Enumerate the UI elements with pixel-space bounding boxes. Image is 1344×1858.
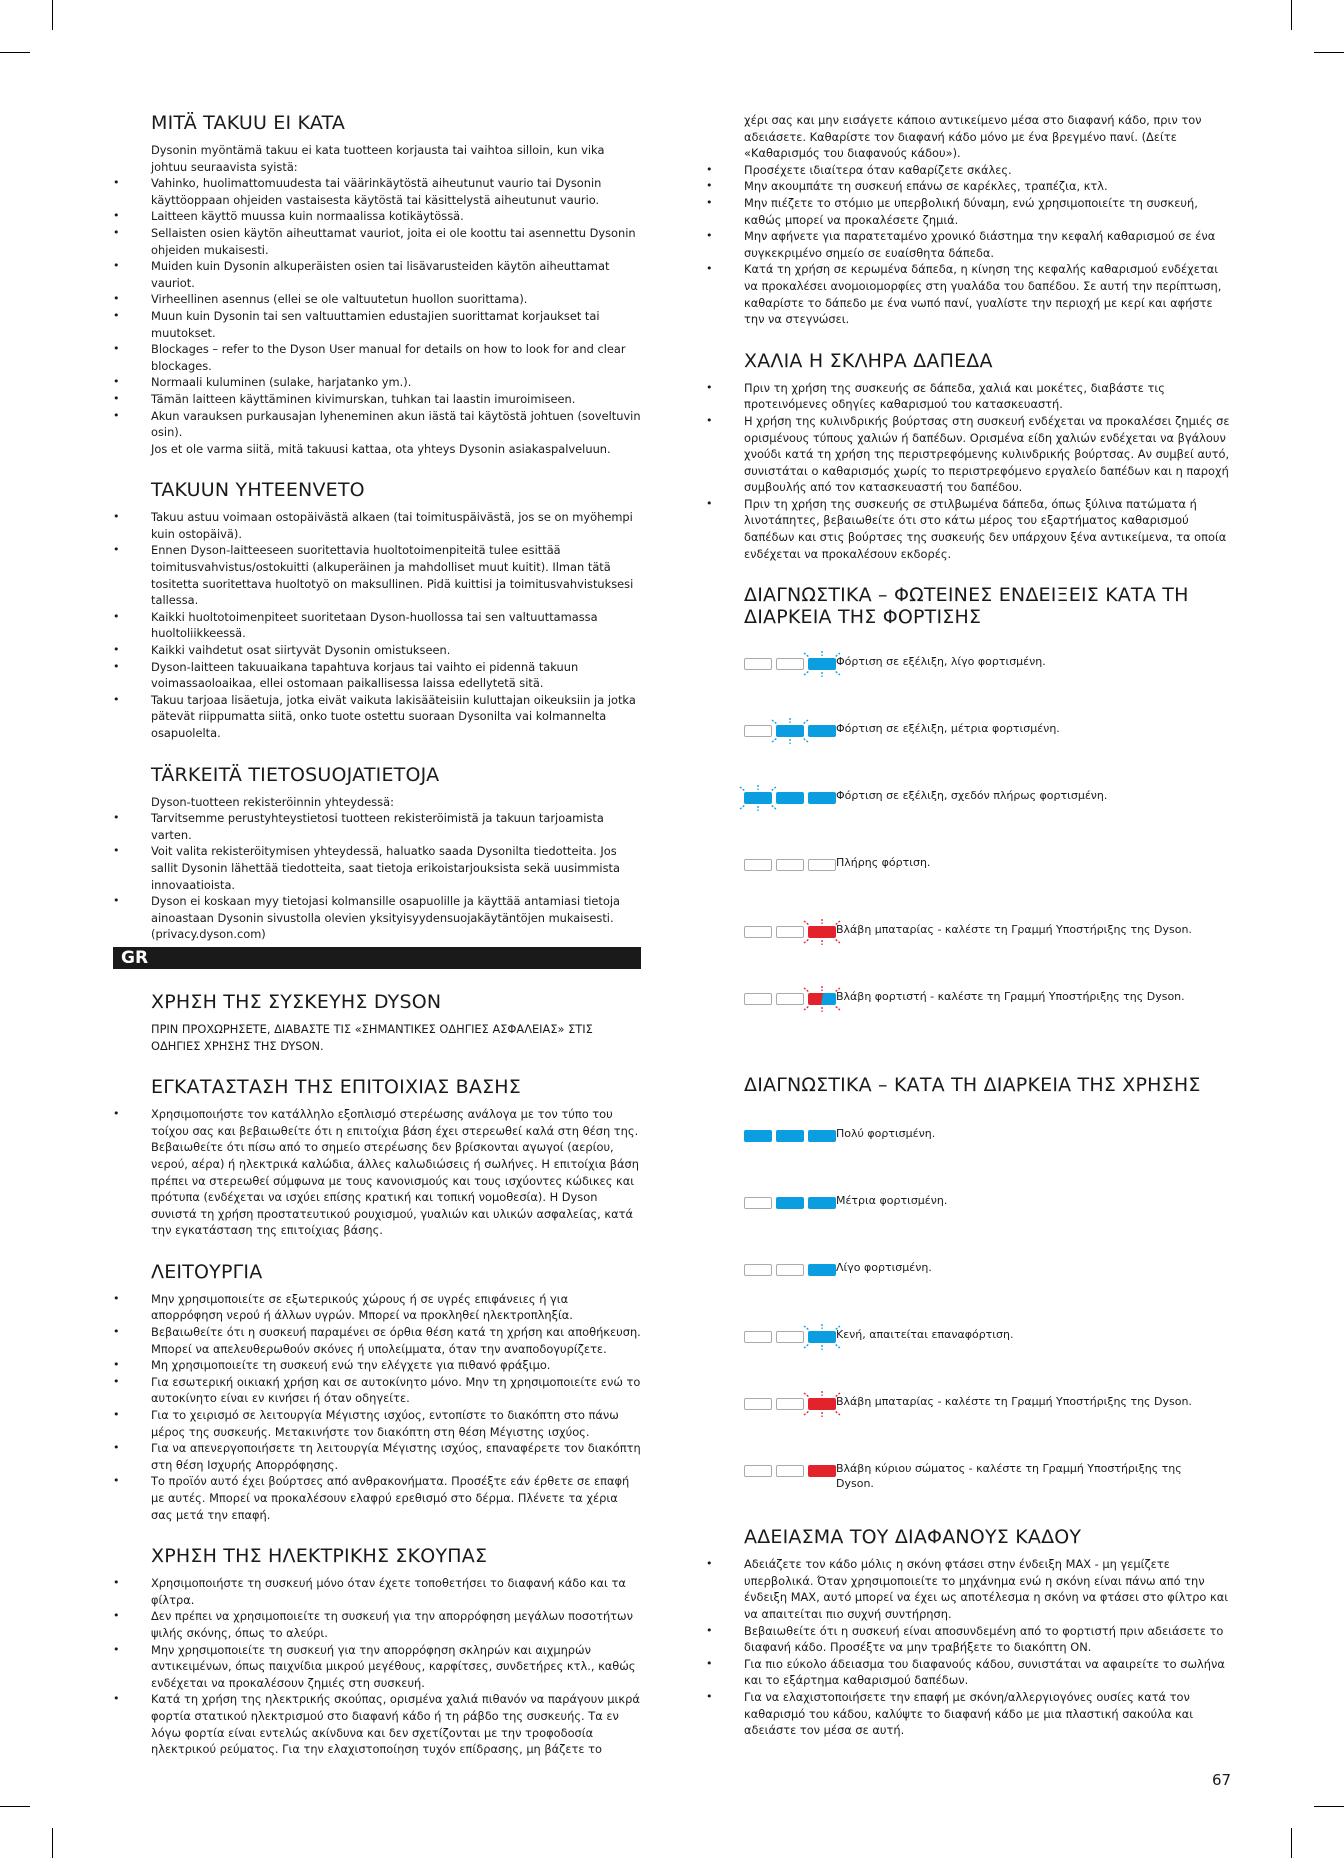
led-segment-flashing xyxy=(776,725,804,737)
crop-mark xyxy=(1314,1806,1344,1807)
led-segment-on xyxy=(808,725,836,737)
operation-title: ΛΕΙΤΟΥΡΓΙΑ xyxy=(151,1260,263,1283)
list-item: • Takuu tarjoaa lisäetuja, jotka eivät vaikuta lakisääteisiin kuluttajan oikeuksiin ja jotka pätevät riippumatta siitä, onko tuote ostettu suoraan Dysonilta vai kolmannelta osapuolelta. xyxy=(113,692,641,742)
list-item: • Το προϊόν αυτό έχει βούρτσες από ανθρακονήματα. Προσέξτε εάν έρθετε σε επαφή με αυτές. Μπορεί να προκαλέσουν ελαφρύ ερεθισμό στο δέρμα. Πλένετε τα χέρια σας μετά την επαφή. xyxy=(113,1473,641,1523)
list-item: • Για πιο εύκολο άδειασμα του διαφανούς κάδου, συνιστάται να αφαιρείτε το σωλήνα και το εξάρτημα καθαρισμού δαπέδων. xyxy=(706,1656,1234,1689)
floors-title: ΧΑΛΙΑ Η ΣΚΛΗΡΑ ΔΑΠΕΔΑ xyxy=(744,349,993,372)
diag-row xyxy=(706,843,1234,910)
list-item: • Δεν πρέπει να χρησιμοποιείτε τη συσκευή για την απορρόφηση μεγάλων ποσοτήτων ψιλής σκόνης, όπως το αλεύρι. xyxy=(113,1608,641,1641)
diag-text: Φόρτιση σε εξέλιξη, μέτρια φορτισμένη. xyxy=(836,722,1060,736)
led-segment-off xyxy=(776,993,804,1005)
led-segment-off xyxy=(776,1331,804,1343)
vacuum-use-continued: χέρι σας και μην εισάγετε κάποιο αντικείμενο μέσα στο διαφανή κάδο, πριν τον αδειάσετε. Καθαρίστε τον διαφανή κάδο μόνο με ένα βρεγμένο πανί. (Δείτε «Καθαρισμός του διαφανούς κάδου»). xyxy=(744,113,1202,161)
warranty-summary-title: TAKUUN YHTEENVETO xyxy=(151,479,365,502)
crop-mark xyxy=(1314,52,1344,53)
warranty-exclusions-outro: Jos et ole varma siitä, mitä takuusi kattaa, ota yhteys Dysonin asiakaspalveluun. xyxy=(151,441,611,456)
diag-row xyxy=(706,1248,1234,1315)
diag-text: Βλάβη μπαταρίας - καλέστε τη Γραμμή Υποστήριξης της Dyson. xyxy=(836,1395,1192,1409)
list-item: • Muiden kuin Dysonin alkuperäisten osien tai lisävarusteiden käytön aiheuttamat vauriot. xyxy=(113,258,641,291)
led-segment-off xyxy=(744,725,772,737)
list-item: • Voit valita rekisteröitymisen yhteydessä, haluatko saada Dysonilta tiedotteita. Jos sallit Dysonin lähettää tiedotteita, saat tietoja erikoistarjouksista sekä uusimmista innovaatioista. xyxy=(113,843,641,893)
list-item: • Πριν τη χρήση της συσκευής σε στιλβωμένα δάπεδα, όπως ξύλινα πατώματα ή λινοτάπητες, βεβαιωθείτε ότι στο κάτω μέρος του εξαρτήματος καθαρισμού δαπέδων και στις βούρτσες της συσκευής δεν υπάρχουν ξένα αντικείμενα, τα οποία ενδέχεται να προκαλέσουν εκδορές. xyxy=(706,496,1234,562)
list-item: • Πριν τη χρήση της συσκευής σε δάπεδα, χαλιά και μοκέτες, διαβάστε τις προτεινόμενες οδηγίες καθαρισμού του κατασκευαστή. xyxy=(706,380,1234,413)
list-item: • Blockages – refer to the Dyson User manual for details on how to look for and clear blockages. xyxy=(113,341,641,374)
diag-row xyxy=(706,1114,1234,1181)
list-item: • Μη χρησιμοποιείτε τη συσκευή ενώ την ελέγχετε για πιθανό φράξιμο. xyxy=(113,1357,641,1374)
led-segment-off xyxy=(776,1398,804,1410)
floors-list xyxy=(706,380,1234,563)
list-item: • Vahinko, huolimattomuudesta tai väärinkäytöstä aiheutunut vaurio tai Dysonin käyttöoppaan ohjeiden vastaisesta käytöstä tai käsittelystä aiheutunut vaurio. xyxy=(113,175,641,208)
led-segment-off xyxy=(744,658,772,670)
list-item: • Akun varauksen purkausajan lyheneminen akun iästä tai käytöstä johtuen (soveltuvin osin). xyxy=(113,408,641,441)
list-item: • Αδειάζετε τον κάδο μόλις η σκόνη φτάσει στην ένδειξη MAX - μη γεμίζετε υπερβολικά. Όταν χρησιμοποιείτε το μηχάνημα ενώ η σκόνη είναι πάνω από την ένδειξη MAX, αυτό μπορεί να έχει ως αποτέλεσμα η σκόνη να φτάσει στο φίλτρο και να απαιτείται πιο συχνή συντήρηση. xyxy=(706,1556,1234,1622)
diag-row xyxy=(706,709,1234,776)
diag-text: Βλάβη κύριου σώματος - καλέστε τη Γραμμή Υποστήριξης της Dyson. xyxy=(836,1462,1182,1491)
list-item: • Laitteen käyttö muussa kuin normaalissa kotikäytössä. xyxy=(113,208,641,225)
led-segment-off xyxy=(744,1398,772,1410)
list-item: • Dyson-laitteen takuuaikana tapahtuva korjaus tai vaihto ei pidennä takuun voimassaoloaikaa, ellei ostomaan paikallisessa laissa edellytetä sitä. xyxy=(113,659,641,692)
led-segment-off xyxy=(808,859,836,871)
led-segment-off xyxy=(744,1264,772,1276)
led-segment-on xyxy=(776,1130,804,1142)
diag-charging-title: ΔΙΑΓΝΩΣΤΙΚΑ – ΦΩΤΕΙΝΕΣ ΕΝΔΕΙΞΕΙΣ ΚΑΤΑ ΤΗ ΔΙΑΡΚΕΙΑ ΤΗΣ ΦΟΡΤΙΣΗΣ xyxy=(744,584,1189,629)
crop-mark xyxy=(52,0,53,30)
list-item: • Tarvitsemme perustyhteystietosi tuotteen rekisteröimistä ja takuun tarjoamista varten. xyxy=(113,810,641,843)
led-segment-off xyxy=(744,859,772,871)
vacuum-use-title: ΧΡΗΣΗ ΤΗΣ ΗΛΕΚΤΡΙΚΗΣ ΣΚΟΥΠΑΣ xyxy=(151,1545,488,1568)
led-segment-off xyxy=(776,658,804,670)
privacy-list xyxy=(113,810,641,943)
list-item: • Κατά τη χρήση σε κερωμένα δάπεδα, η κίνηση της κεφαλής καθαρισμού ενδέχεται να προκαλέσει ανομοιομορφίες στη γυαλάδα του δαπέδου. Σε αυτή την περίπτωση, καθαρίστε το δάπεδο με ένα νωπό πανί, γυαλίστε την περιοχή με κερί και αφήστε την να στεγνώσει. xyxy=(706,261,1234,327)
using-text: ΠΡΙΝ ΠΡΟΧΩΡΗΣΕΤΕ, ΔΙΑΒΑΣΤΕ ΤΙΣ «ΣΗΜΑΝΤΙΚΕΣ ΟΔΗΓΙΕΣ ΑΣΦΑΛΕΙΑΣ» ΣΤΙΣ ΟΔΗΓΙΕΣ ΧΡΗΣΗΣ ΤΗΣ DYSON. xyxy=(151,1021,593,1053)
led-segment-on xyxy=(808,1197,836,1209)
led-segment-on xyxy=(808,792,836,804)
led-segment-off xyxy=(744,993,772,1005)
list-item: • Virheellinen asennus (ellei se ole valtuutetun huollon suorittama). xyxy=(113,291,641,308)
diag-use-title: ΔΙΑΓΝΩΣΤΙΚΑ – ΚΑΤΑ ΤΗ ΔΙΑΡΚΕΙΑ ΤΗΣ ΧΡΗΣΗΣ xyxy=(744,1074,1201,1097)
list-item: • Χρησιμοποιήστε τον κατάλληλο εξοπλισμό στερέωσης ανάλογα με τον τύπο του τοίχου σας και βεβαιωθείτε ότι η επιτοίχια βάση έχει στερεωθεί καλά στη θέση της. Βεβαιωθείτε ότι πίσω από το σημείο στερέωσης δεν βρίσκονται αγωγοί (αερίου, νερού, αέρα) ή ηλεκτρικά καλώδια, άλλες καλωδιώσεις ή σωλήνες. Η επιτοίχια βάση πρέπει να στερεωθεί σύμφωνα με τους κανονισμούς και τους ισχύοντες κώδικες και πρότυπα (ενδέχεται να ισχύει επίσης κρατική και τοπική νομοθεσία). Η Dyson συνιστά τη χρήση προστατευτικού ρουχισμού, γυαλιών και υλικών ασφαλείας, κατά την εγκατάσταση της επιτοίχιας βάσης. xyxy=(113,1106,641,1239)
page-number: 67 xyxy=(1212,1771,1232,1789)
led-segment-fault xyxy=(808,1465,836,1477)
led-segment-off xyxy=(744,1465,772,1477)
diag-text: Φόρτιση σε εξέλιξη, λίγο φορτισμένη. xyxy=(836,655,1046,669)
list-item: • Μην αφήνετε για παρατεταμένο χρονικό διάστημα την κεφαλή καθαρισμού σε ένα συγκεκριμένο σημείο σε ευαίσθητα δάπεδα. xyxy=(706,228,1234,261)
diag-row xyxy=(706,910,1234,977)
language-section-bar xyxy=(113,947,641,969)
led-segment-off xyxy=(776,1465,804,1477)
diag-row xyxy=(706,776,1234,843)
led-segment-off xyxy=(776,1264,804,1276)
vacuum-use-list xyxy=(113,1575,641,1758)
list-item: • Για το χειρισμό σε λειτουργία Μέγιστης ισχύος, εντοπίστε το διακόπτη στο πάνω μέρος της συσκευής. Μετακινήστε τον διακόπτη στη θέση Μέγιστης ισχύος. xyxy=(113,1407,641,1440)
list-item: • Tämän laitteen käyttäminen kivimurskan, tuhkan tai laastin imuroimiseen. xyxy=(113,391,641,408)
diag-row xyxy=(706,1315,1234,1382)
list-item: • Kaikki huoltotoimenpiteet suoritetaan Dyson-huollossa tai sen valtuuttamassa huoltoliikkeessä. xyxy=(113,609,641,642)
warranty-summary-list xyxy=(113,509,641,741)
diag-text: Λίγο φορτισμένη. xyxy=(836,1261,932,1275)
language-code: GR xyxy=(121,947,149,968)
led-segment-off xyxy=(744,1197,772,1209)
warranty-exclusions-title: MITÄ TAKUU EI KATA xyxy=(151,112,346,134)
led-segment-off xyxy=(776,926,804,938)
led-segment-fault xyxy=(808,993,836,1005)
list-item: • Για εσωτερική οικιακή χρήση και σε αυτοκίνητο μόνο. Μην τη χρησιμοποιείτε ενώ το αυτοκίνητο είναι εν κινήσει ή όταν οδηγείτε. xyxy=(113,1374,641,1407)
led-segment-fault xyxy=(808,1398,836,1410)
led-segment-off xyxy=(744,1331,772,1343)
diag-text: Βλάβη μπαταρίας - καλέστε τη Γραμμή Υποστήριξης της Dyson. xyxy=(836,923,1192,937)
diag-text: Μέτρια φορτισμένη. xyxy=(836,1194,948,1208)
list-item: • Κατά τη χρήση της ηλεκτρικής σκούπας, ορισμένα χαλιά πιθανόν να παράγουν μικρά φορτία στατικού ηλεκτρισμού στο διαφανή κάδο ή τη ράβδο της συσκευής. Τα εν λόγω φορτία είναι εντελώς ακίνδυνα και δεν σχετίζονται με την τροφοδοσία ηλεκτρικού ρεύματος. Για την ελαχιστοποίηση τυχόν επίδρασης, μη βάζετε το xyxy=(113,1691,641,1757)
emptying-list xyxy=(706,1556,1234,1739)
list-item: • Μην πιέζετε το στόμιο με υπερβολική δύναμη, ενώ χρησιμοποιείτε τη συσκευή, καθώς μπορεί να προκαλέσετε ζημιά. xyxy=(706,195,1234,228)
led-segment-on xyxy=(808,1264,836,1276)
warranty-exclusions-list xyxy=(113,175,641,441)
list-item: • Μην χρησιμοποιείτε σε εξωτερικούς χώρους ή σε υγρές επιφάνειες ή για απορρόφηση νερού ή άλλων υγρών. Μπορεί να προκληθεί ηλεκτροπληξία. xyxy=(113,1291,641,1324)
list-item: • Ennen Dyson-laitteeseen suoritettavia huoltotoimenpiteitä tulee esittää toimitusvahvistus/ostokuitti (alkuperäinen ja mahdolliset muut kuitit). Ilman tätä tositetta suoritettava huoltotyö on maksullinen. Pidä kuittisi ja toimitusvahvistuksesi tallessa. xyxy=(113,542,641,608)
diag-text: Φόρτιση σε εξέλιξη, σχεδόν πλήρως φορτισμένη. xyxy=(836,789,1108,803)
led-segment-off xyxy=(776,859,804,871)
right-column xyxy=(706,112,1234,1739)
dock-title: ΕΓΚΑΤΑΣΤΑΣΗ ΤΗΣ ΕΠΙΤΟΙΧΙΑΣ ΒΑΣΗΣ xyxy=(151,1076,521,1099)
list-item: • Χρησιμοποιήστε τη συσκευή μόνο όταν έχετε τοποθετήσει το διαφανή κάδο και τα φίλτρα. xyxy=(113,1575,641,1608)
diag-row xyxy=(706,1449,1234,1516)
list-item: • Η χρήση της κυλινδρικής βούρτσας στη συσκευή ενδέχεται να προκαλέσει ζημιές σε ορισμένους τύπους χαλιών ή δαπέδων. Ορισμένα είδη χαλιών ενδέχεται να βγάλουν χνούδι κατά τη χρήση της περιστρεφόμενης κυλινδρικής βούρτσας. Αν συμβεί αυτό, συνιστάται ο καθαρισμός χωρίς το περιστρεφόμενο εργαλείο δαπέδων και η παροχή συμβουλής από τον κατασκευαστή του δαπέδου. xyxy=(706,413,1234,496)
crop-mark xyxy=(0,1806,30,1807)
operation-list xyxy=(113,1291,641,1523)
list-item: • Για να απενεργοποιήσετε τη λειτουργία Μέγιστης ισχύος, επαναφέρετε τον διακόπτη στη θέση Ισχυρής Απορρόφησης. xyxy=(113,1440,641,1473)
list-item: • Muun kuin Dysonin tai sen valtuuttamien edustajien suorittamat korjaukset tai muutokset. xyxy=(113,308,641,341)
diag-row xyxy=(706,1181,1234,1248)
dock-list xyxy=(113,1106,641,1239)
vacuum-use-list-continued xyxy=(706,162,1234,328)
privacy-title: TÄRKEITÄ TIETOSUOJATIETOJA xyxy=(151,763,440,786)
list-item: • Takuu astuu voimaan ostopäivästä alkaen (tai toimituspäivästä, jos se on myöhempi kuin ostopäivä). xyxy=(113,509,641,542)
crop-mark xyxy=(1291,1828,1292,1858)
diag-text: Βλάβη φορτιστή - καλέστε τη Γραμμή Υποστήριξης της Dyson. xyxy=(836,990,1185,1004)
led-segment-fault xyxy=(808,926,836,938)
diag-use-table xyxy=(706,1114,1234,1516)
crop-mark xyxy=(0,52,30,53)
emptying-title: ΑΔΕΙΑΣΜΑ ΤΟΥ ΔΙΑΦΑΝΟΥΣ ΚΑΔΟΥ xyxy=(744,1526,1082,1549)
warranty-exclusions-intro: Dysonin myöntämä takuu ei kata tuotteen korjausta tai vaihtoa silloin, kun vika johtuu seuraavista syistä: xyxy=(151,143,605,174)
led-segment-on xyxy=(776,1197,804,1209)
led-segment-on xyxy=(776,792,804,804)
led-segment-off xyxy=(744,926,772,938)
diag-text: Πλήρης φόρτιση. xyxy=(836,856,931,870)
list-item: • Προσέχετε ιδιαίτερα όταν καθαρίζετε σκάλες. xyxy=(706,162,1234,179)
diag-row xyxy=(706,642,1234,709)
led-segment-on xyxy=(744,1130,772,1142)
left-column xyxy=(113,112,641,1758)
crop-mark xyxy=(1291,0,1292,30)
diag-text: Κενή, απαιτείται επαναφόρτιση. xyxy=(836,1328,1014,1342)
flashing-icon xyxy=(769,718,811,744)
list-item: • Sellaisten osien käytön aiheuttamat vauriot, joita ei ole koottu tai asennettu Dysonin ohjeiden mukaisesti. xyxy=(113,225,641,258)
list-item: • Βεβαιωθείτε ότι η συσκευή παραμένει σε όρθια θέση κατά τη χρήση και αποθήκευση. Μπορεί να απελευθερωθούν σκόνες ή υπολείμματα, όταν την αναποδογυρίζετε. xyxy=(113,1324,641,1357)
list-item: • Βεβαιωθείτε ότι η συσκευή είναι αποσυνδεμένη από το φορτιστή πριν αδειάσετε το διαφανή κάδο. Προσέξτε να μην τραβήξετε το διακόπτη ON. xyxy=(706,1623,1234,1656)
led-segment-flashing xyxy=(808,1331,836,1343)
diag-text: Πολύ φορτισμένη. xyxy=(836,1127,936,1141)
flashing-icon xyxy=(737,785,779,811)
diag-row xyxy=(706,1382,1234,1449)
diag-charging-table xyxy=(706,642,1234,1044)
list-item: • Μην χρησιμοποιείτε τη συσκευή για την απορρόφηση σκληρών και αιχμηρών αντικειμένων, όπως παιχνίδια μικρού μεγέθους, καρφίτσες, συνδετήρες κτλ., καθώς ενδέχεται να προκαλέσουν ζημιές στη συσκευή. xyxy=(113,1642,641,1692)
diag-row xyxy=(706,977,1234,1044)
led-segment-flashing xyxy=(808,658,836,670)
privacy-intro: Dyson-tuotteen rekisteröinnin yhteydessä: xyxy=(151,794,394,809)
list-item: • Μην ακουμπάτε τη συσκευή επάνω σε καρέκλες, τραπέζια, κτλ. xyxy=(706,178,1234,195)
led-segment-on xyxy=(808,1130,836,1142)
list-item: • Dyson ei koskaan myy tietojasi kolmansille osapuolille ja käyttää antamiasi tietoja ainoastaan Dysonin sivustolla olevien yksityisyydensuojakäytäntöjen mukaisesti. (privacy.dyson.com) xyxy=(113,893,641,943)
list-item: • Normaali kuluminen (sulake, harjatanko ym.). xyxy=(113,374,641,391)
list-item: • Για να ελαχιστοποιήσετε την επαφή με σκόνη/αλλεργιογόνες ουσίες κατά τον καθαρισμό του κάδου, καλύψτε το διαφανή κάδο με μια πλαστική σακούλα και αδειάστε τον μέσα σε αυτή. xyxy=(706,1689,1234,1739)
crop-mark xyxy=(52,1828,53,1858)
list-item: • Kaikki vaihdetut osat siirtyvät Dysonin omistukseen. xyxy=(113,642,641,659)
led-segment-flashing xyxy=(744,792,772,804)
using-title: ΧΡΗΣΗ ΤΗΣ ΣΥΣΚΕΥΗΣ DYSON xyxy=(151,990,442,1013)
